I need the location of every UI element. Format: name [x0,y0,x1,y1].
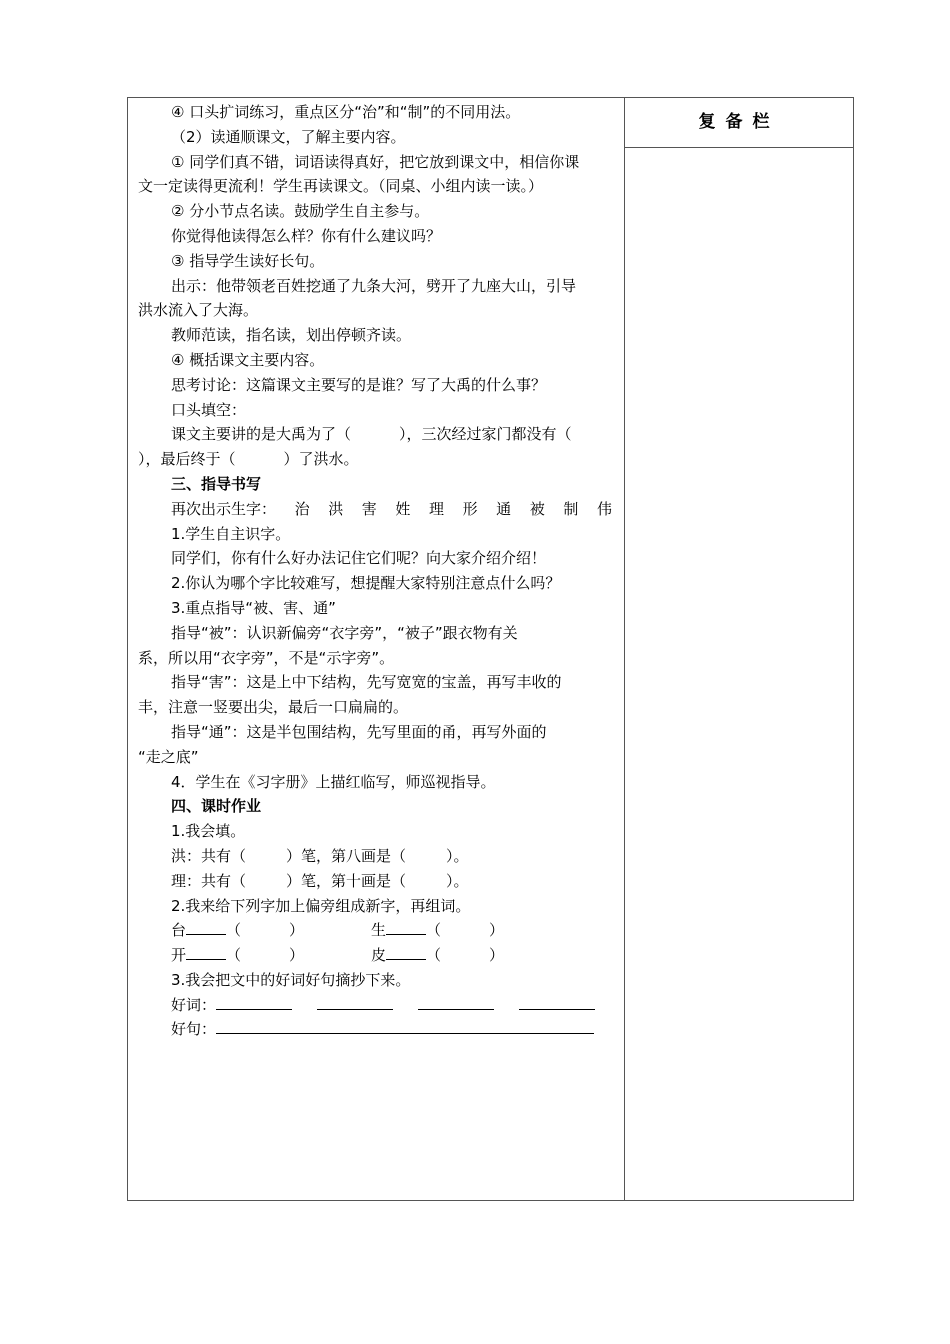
fill-text: ）笔，第八画是（ [286,846,407,865]
fill-text: （ [226,921,242,940]
new-character: 通 [496,499,512,518]
answer-underline [186,919,226,935]
text-line: 系，所以用“衣字旁”，不是“示字旁”。 [138,648,395,667]
fill-text: ） [289,921,305,940]
answer-underline [317,994,393,1010]
text-line: 同学们，你有什么好办法记住它们呢？向大家介绍介绍！ [171,549,547,568]
text-line: 指导“害”：这是上中下结构，先写宽宽的宝盖，再写丰收的 [171,673,562,692]
text-line: 3.我会把文中的好词好句摘抄下来。 [171,970,411,989]
text-line: 洪水流入了大海。 [138,301,259,320]
new-character: 形 [462,499,478,518]
stroke-question [138,869,618,894]
new-character: 伟 [596,499,612,518]
revision-column-header: 复备栏 [625,98,853,148]
new-character: 制 [563,499,579,518]
text-line: 2.我来给下列字加上偏旁组成新字，再组词。 [171,896,471,915]
text-line: 口头填空： [171,400,247,419]
base-character: 开 [171,946,187,965]
answer-underline [186,944,226,960]
base-character: 生 [371,921,387,940]
good-sentence-label: 好句： [171,1020,217,1039]
good-words-label: 好词： [171,995,217,1014]
fill-text: 理：共有（ [171,871,247,890]
answer-underline [216,994,292,1010]
new-character: 洪 [328,499,344,518]
text-line: 你觉得他读得怎么样？你有什么建议吗？ [171,226,442,245]
fill-blank-line [138,447,618,472]
section-heading: 四、课时作业 [171,797,262,816]
new-characters-line [138,497,618,522]
text-line: ① 同学们真不错，词语读得真好，把它放到课文中，相信你课 [171,152,580,171]
fill-text: ）。 [446,846,469,865]
text-line: 3.重点指导“被、害、通” [171,598,336,617]
new-character: 治 [294,499,310,518]
fill-text: 课文主要讲的是大禹为了（ [171,425,352,444]
answer-underline [216,1018,594,1034]
fill-text: ），最后终于（ [138,450,236,469]
text-line: ④ 概括课文主要内容。 [171,350,325,369]
text-line: 丰，注意一竖要出尖，最后一口扁扁的。 [138,698,409,717]
lesson-body [138,100,618,1042]
fill-text: ） [489,946,505,965]
text-line: 文一定读得更流利！学生再读课文。（同桌、小组内读一读。） [138,177,544,196]
answer-underline [418,994,494,1010]
text-line: 指导“被”：认识新偏旁“衣字旁”，“被子”跟衣物有关 [171,623,518,642]
text-line: 1.学生自主识字。 [171,524,291,543]
text-line: 出示：他带领老百姓挖通了九条大河，劈开了九座大山，引导 [171,276,577,295]
fill-text: ） [489,921,505,940]
fill-text: （ [226,946,242,965]
fill-text: （ [426,946,442,965]
revision-column [625,98,853,1200]
good-sentence-line [138,1017,618,1042]
text-line: ④ 口头扩词练习，重点区分“治”和“制”的不同用法。 [171,103,521,121]
fill-text: 洪：共有（ [171,846,247,865]
stroke-question [138,844,618,869]
fill-blank-line [138,422,618,447]
answer-underline [386,919,426,935]
new-character: 害 [361,499,377,518]
text-line: 4．学生在《习字册》上描红临写，师巡视指导。 [171,772,496,791]
lesson-content-column [128,98,625,1200]
text-line: 思考讨论：这篇课文主要写的是谁？写了大禹的什么事？ [171,375,547,394]
base-character: 皮 [371,946,387,965]
chars-label: 再次出示生字： [171,499,277,518]
radical-exercise-line [138,943,618,968]
fill-text: ）笔，第十画是（ [286,871,407,890]
text-line: ③ 指导学生读好长句。 [171,251,325,270]
text-line: 指导“通”：这是半包围结构，先写里面的甬，再写外面的 [171,722,547,741]
fill-text: （ [426,921,442,940]
text-line: 2.你认为哪个字比较难写，想提醒大家特别注意点什么吗？ [171,574,561,593]
text-line: 教师范读，指名读，划出停顿齐读。 [171,326,412,345]
fill-text: ）了洪水。 [283,450,359,469]
text-line: 1.我会填。 [171,822,246,841]
base-character: 台 [171,921,187,940]
radical-exercise-line [138,918,618,943]
text-line: ② 分小节点名读。鼓励学生自主参与。 [171,202,430,221]
section-heading: 三、指导书写 [171,474,262,493]
good-words-line [138,993,618,1018]
fill-text: ），三次经过家门都没有（ [399,425,572,444]
answer-underline [386,944,426,960]
new-character: 理 [428,499,444,518]
fill-text: ） [289,946,305,965]
text-line: （2）读通顺课文，了解主要内容。 [171,127,406,146]
answer-underline [519,994,595,1010]
new-character: 被 [529,499,545,518]
text-line: “走之底” [138,747,199,766]
new-character: 姓 [395,499,411,518]
fill-text: ）。 [446,871,469,890]
lesson-table [127,97,854,1201]
